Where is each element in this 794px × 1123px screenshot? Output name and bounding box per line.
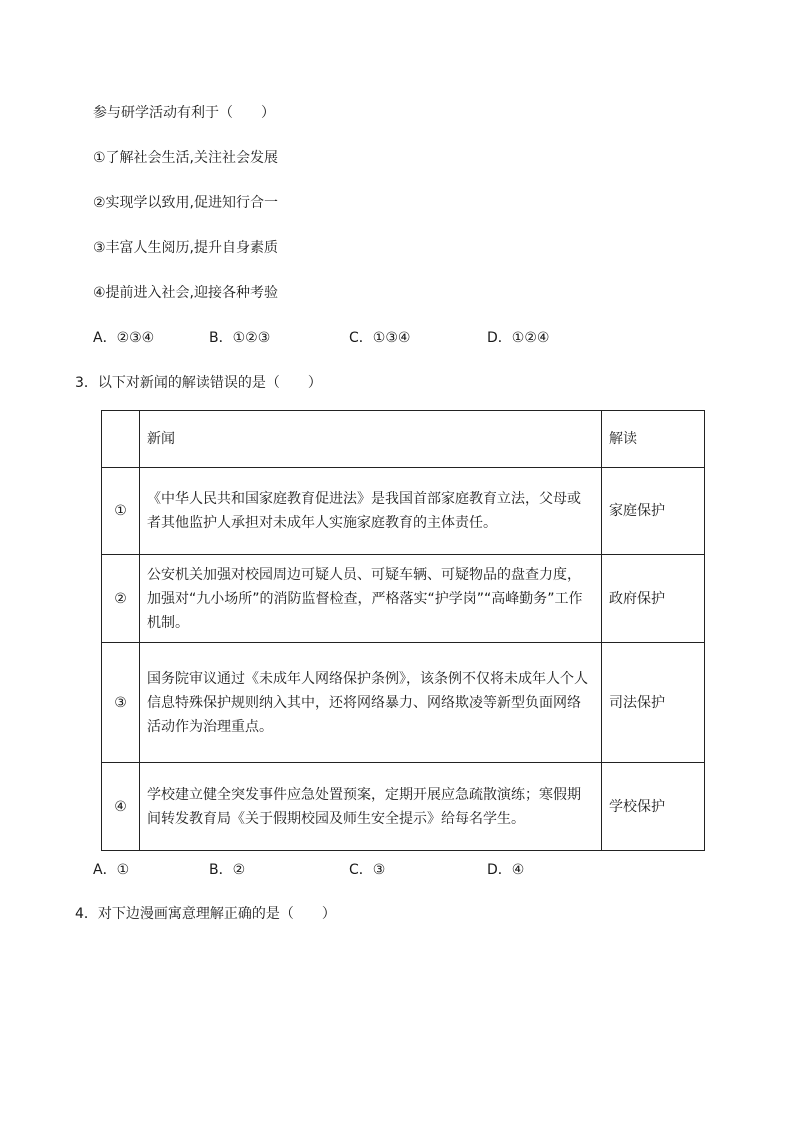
q2-statement-4: ④提前进入社会,迎接各种考验	[93, 285, 279, 301]
row-num: ②	[102, 555, 140, 643]
q3-options	[93, 859, 524, 879]
q3-option-b[interactable]: B．②	[209, 862, 246, 878]
header-num	[102, 411, 140, 468]
q2-statement-2: ②实现学以致用,促进知行合一	[93, 195, 279, 211]
q2-statement-1: ①了解社会生活,关注社会发展	[93, 150, 279, 166]
row-num: ③	[102, 643, 140, 763]
q2-option-b[interactable]: B．①②③	[209, 330, 271, 346]
q2-option-a[interactable]: A．②③④	[93, 330, 155, 346]
q3-option-a[interactable]: A．①	[93, 862, 130, 878]
q4-stem: 4．对下边漫画寓意理解正确的是（ ）	[75, 906, 336, 922]
row-news: 公安机关加强对校园周边可疑人员、可疑车辆、可疑物品的盘查力度，加强对“九小场所”的消防监督检查，严格落实“护学岗”“高峰勤务”工作机制。	[140, 555, 602, 643]
q2-option-d[interactable]: D．①②④	[487, 330, 550, 346]
row-interp: 司法保护	[602, 643, 705, 763]
row-num: ④	[102, 763, 140, 851]
row-num: ①	[102, 468, 140, 555]
row-news: 《中华人民共和国家庭教育促进法》是我国首部家庭教育立法，父母或者其他监护人承担对未成年人实施家庭教育的主体责任。	[140, 468, 602, 555]
row-interp: 学校保护	[602, 763, 705, 851]
table-row	[102, 468, 705, 555]
q3-option-c[interactable]: C．③	[349, 862, 386, 878]
news-table	[101, 410, 705, 851]
q2-stem: 参与研学活动有利于（ ）	[93, 105, 275, 121]
q2-option-c[interactable]: C．①③④	[349, 330, 411, 346]
q2-statement-3: ③丰富人生阅历,提升自身素质	[93, 240, 279, 256]
table-row	[102, 643, 705, 763]
header-news: 新闻	[140, 411, 602, 468]
row-news: 国务院审议通过《未成年人网络保护条例》，该条例不仅将未成年人个人信息特殊保护规则纳入其中，还将网络暴力、网络欺凌等新型负面网络活动作为治理重点。	[140, 643, 602, 763]
table-row	[102, 763, 705, 851]
row-interp: 政府保护	[602, 555, 705, 643]
q3-stem: 3．以下对新闻的解读错误的是（ ）	[75, 375, 322, 391]
table-row	[102, 555, 705, 643]
row-news: 学校建立健全突发事件应急处置预案，定期开展应急疏散演练；寒假期间转发教育局《关于假期校园及师生安全提示》给每名学生。	[140, 763, 602, 851]
q3-option-d[interactable]: D．④	[487, 862, 525, 878]
row-interp: 家庭保护	[602, 468, 705, 555]
header-interp: 解读	[602, 411, 705, 468]
q2-options	[93, 327, 549, 347]
table-header-row	[102, 411, 705, 468]
